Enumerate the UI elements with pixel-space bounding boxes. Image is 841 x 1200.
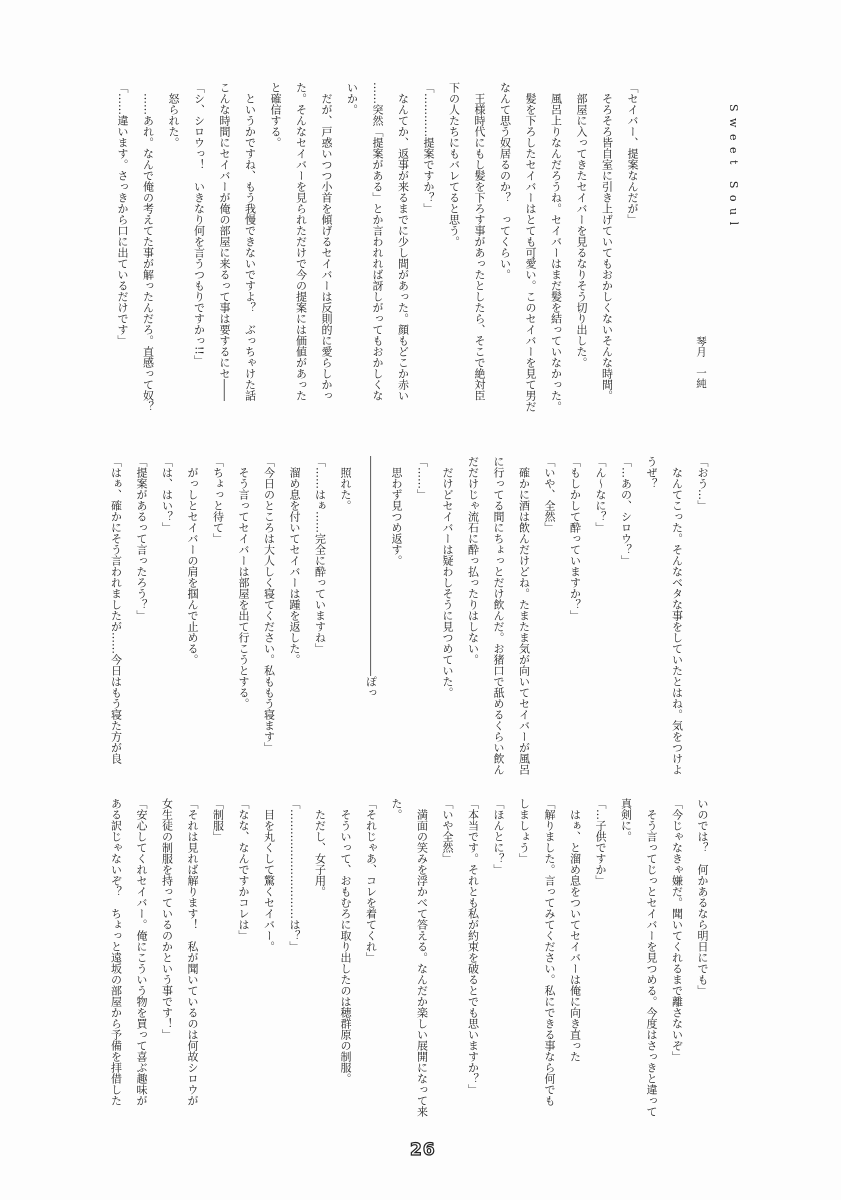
text-line: と確信する。	[269, 82, 282, 148]
text-line: そう言ってセイバーは部屋を出て行こうとする。	[237, 456, 250, 709]
text-line: というかですね、もう我慢できないですよ？ ぶっちゃけた話	[243, 82, 257, 401]
text-line: ……あれ。なんで俺の考えてた事が解ったんだろ。直感って奴？	[141, 82, 155, 412]
text-line: なんてか、返事が来るまでに少し間があった。顔もどこか赤い	[396, 82, 410, 401]
text-line: 怒られた。	[167, 82, 180, 148]
text-line: がっしとセイバーの肩を掴んで止める。	[186, 456, 199, 665]
text-line: に行ってる間にちょっとだけ飲んだ。お猪口で舐めるくらい飲ん	[492, 456, 505, 775]
text-line: 「それじゃあ、コレを着てくれ」	[364, 798, 378, 963]
text-line: 「……はぁ……完全に酔っていますね」	[313, 456, 327, 654]
text-line: しましょう」	[517, 798, 531, 864]
text-tier-middle	[103, 456, 715, 792]
text-line: 髪を下ろしたセイバーはとても可愛い。このセイバーを見て男だ	[524, 82, 537, 412]
text-line: 溜め息を付いてセイバーは踵を返した。	[288, 456, 301, 665]
text-line: いか。	[345, 82, 359, 115]
text-line: 「ほんとに？」	[492, 798, 505, 875]
text-line: いのでは？ 何かあるなら明日にでも」	[696, 798, 709, 996]
text-line: 「ちょっと待て」	[211, 456, 225, 544]
text-line: そろそろ皆自室に引き上げていてもおかしくないそんな時間。	[600, 82, 614, 401]
text-line: 王様時代にもし髪を下ろす事があったとしたら、そこで絶対臣	[473, 82, 486, 401]
text-line: 「…………提案ですか？」	[422, 82, 435, 214]
text-line: はぁ、と溜め息をついてセイバーは俺に向き直った	[568, 798, 582, 1062]
text-line: 目を丸くして驚くセイバー。	[262, 798, 276, 952]
text-line: なんてこった。そんなベタな事をしていたとはね。気をつけよ	[670, 456, 684, 775]
text-line: 下の人たちにもバレてると思う。	[447, 82, 461, 247]
story-title: Sweet Soul	[727, 104, 740, 232]
text-line: 部屋に入ってきたセイバーを見るなりそう切り出した。	[575, 82, 588, 368]
text-line: 真剣に。	[619, 798, 633, 842]
text-line: 「セイバー、提案なんだが」	[626, 82, 639, 225]
text-line: 「ん〜なに？」	[594, 456, 607, 533]
text-line: ただし、女子用。	[313, 798, 327, 897]
text-line: 「今日のところは大人しく寝てください。私ももう寝ます」	[262, 456, 276, 753]
text-line: ――――――――――――――――――――ぽっ	[364, 456, 378, 698]
text-line: ……突然「提案がある」とか言われれば訝しがってもおかしくな	[371, 82, 384, 401]
text-line: なんて思う奴居るのか？ ってくらい。	[498, 82, 512, 280]
text-line: ある訳じゃないぞ？ ちょっと遠坂の部屋から予備を拝借した	[109, 798, 123, 1106]
text-line: 「本当です。それとも私が約束を破るとでも思いますか？」	[466, 798, 480, 1095]
text-line: 確かに酒は飲んだけどね。たまたま気が向いてセイバーが風呂	[517, 456, 531, 775]
text-line: 「制服」	[211, 798, 225, 842]
text-line: 「はぁ、確かにそう言われましたが……今日はもう寝た方が良	[109, 456, 123, 764]
text-line: 女生徒の制服を持っているのかという事です！」	[160, 798, 174, 1040]
text-line: 「…子供ですか」	[594, 798, 607, 886]
text-line: 「今じゃなきゃ嫌だ。聞いてくれるまで離さないぞ」	[670, 798, 684, 1062]
text-line: うぜ？	[645, 456, 658, 489]
text-line: 満面の笑みを浮かべて答える。なんだか楽しい展開になって来	[415, 798, 429, 1117]
text-line: た。	[390, 798, 403, 820]
text-line: 「それは見れば解ります！ 私が聞いているのは何故シロウが	[186, 798, 199, 1106]
text-line: 「もしかして酔っていますか？」	[568, 456, 582, 621]
page-number: 26	[410, 1140, 436, 1160]
text-tier-bottom	[103, 798, 715, 1134]
text-line: そういって、おもむろに取り出したのは穂群原の制服。	[339, 798, 352, 1084]
text-line: 「おう…」	[696, 456, 709, 511]
text-line: 照れた。	[339, 456, 352, 511]
text-line: だけどセイバーは疑わしそうに見つめていた。	[441, 456, 454, 698]
text-line: 「…………………………は？」	[288, 798, 301, 952]
author-name: 琴月 一純	[695, 336, 707, 389]
text-line: 「安心してくれセイバー。俺にこういう物を買って喜ぶ趣味が	[135, 798, 148, 1106]
text-line: た。そんなセイバーを見られただけで今の提案には価値があった	[294, 82, 308, 401]
text-line: 「は、はい？」	[160, 456, 174, 533]
text-line: 「……」	[415, 456, 429, 500]
text-line: 「シ、シロウっ！ いきなり何を言うつもりですかっ!!」	[192, 82, 206, 366]
text-line: だだけじゃ流石に酔っ払ったりはしない。	[466, 456, 480, 665]
text-tier-top	[110, 82, 646, 418]
text-line: こんな時間にセイバーが俺の部屋に来るって事は要するにセ――	[218, 82, 231, 401]
text-line: 「……違います。さっきから口に出ているだけです」	[116, 82, 129, 346]
text-line: 「提案があるって言ったろう？」	[135, 456, 148, 621]
text-line: 「なな、なんですかコレは」	[237, 798, 250, 941]
text-line: 「…あの、シロウ？」	[619, 456, 633, 566]
text-line: 「解りました。言ってみてください。私にできる事なら何でも	[543, 798, 556, 1106]
text-line: そう言ってじっとセイバーを見つめる。今度はさっきと違って	[645, 798, 658, 1117]
text-line: 思わず見つめ返す。	[390, 456, 403, 566]
text-line: だが、戸惑いつつ小首を傾げるセイバーは反則的に愛らしかっ	[320, 82, 333, 401]
text-line: 「いや、全然」	[543, 456, 556, 533]
text-line: 「いや全然」	[441, 798, 454, 864]
text-line: 風呂上りなんだろうね。セイバーはまだ髪を結っていなかった。	[549, 82, 563, 412]
